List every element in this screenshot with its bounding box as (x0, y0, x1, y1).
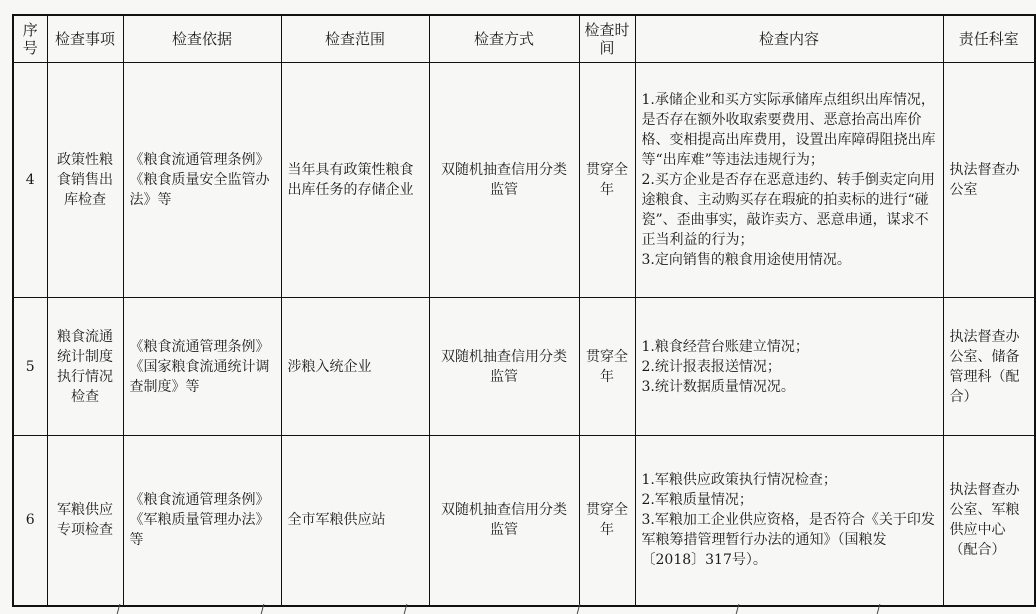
header-dept: 责任科室 (943, 15, 1035, 63)
row-content (635, 298, 943, 436)
row-seq: 4 (13, 63, 47, 298)
header-scope: 检查范围 (281, 15, 429, 63)
content-line: 1.承储企业和买方实际承储库点组织出库情况，是否存在额外收取索要费用、恶意抬高出库价格、变相提高出库费用，设置出库障碍阻挠出库等“出库难”等违法违规行为； (641, 92, 936, 168)
row-basis: 《粮食流通管理条例》《国家粮食流通统计调查制度》等 (123, 298, 281, 436)
header-seq: 序号 (13, 15, 47, 63)
content-line: 3.统计数据质量情况况。 (641, 378, 795, 395)
header-item: 检查事项 (47, 15, 123, 63)
row-dept: 执法督查办公室、储备管理科（配合） (943, 298, 1035, 436)
inspection-table-sheet (12, 14, 1020, 607)
row-time: 贯穿全年 (579, 63, 635, 298)
table-header-row (13, 15, 1035, 63)
row-scope: 全市军粮供应站 (281, 436, 429, 606)
row-method: 双随机抽查信用分类监管 (429, 436, 579, 606)
header-content: 检查内容 (635, 15, 943, 63)
content-line: 3.军粮加工企业供应资格，是否符合《关于印发军粮筹措管理暂行办法的通知》（国粮发〔2018〕317号）。 (641, 512, 935, 569)
row-method: 双随机抽查信用分类监管 (429, 298, 579, 436)
page-edge-ticks (0, 604, 1000, 614)
header-method: 检查方式 (429, 15, 579, 63)
content-line: 3.定向销售的粮食用途使用情况。 (641, 252, 851, 268)
row-dept: 执法督查办公室 (943, 63, 1035, 298)
edge-tick-mark (404, 604, 414, 614)
table-row (13, 436, 1035, 606)
row-method: 双随机抽查信用分类监管 (429, 63, 579, 298)
row-scope: 涉粮入统企业 (281, 298, 429, 436)
content-line: 1.军粮供应政策执行情况检查； (641, 472, 837, 489)
row-basis: 《粮食流通管理条例》《军粮质量管理办法》等 (123, 436, 281, 606)
table-row (13, 298, 1035, 436)
content-line: 2.军粮质量情况； (641, 492, 753, 509)
table-row (13, 63, 1035, 298)
header-basis: 检查依据 (123, 15, 281, 63)
row-content (635, 436, 943, 606)
row-time: 贯穿全年 (579, 436, 635, 606)
content-line: 2.买方企业是否存在恶意违约、转手倒卖定向用途粮食、主动购买存在瑕疵的拍卖标的进行“碰瓷”、歪曲事实，敲诈卖方、恶意串通，谋求不正当利益的行为； (641, 172, 935, 248)
header-time: 检查时间 (579, 15, 635, 63)
content-line: 2.统计报表报送情况； (641, 358, 781, 375)
row-basis: 《粮食流通管理条例》《粮食质量安全监管办法》等 (123, 63, 281, 298)
row-dept: 执法督查办公室、军粮供应中心（配合） (943, 436, 1035, 606)
row-item: 军粮供应专项检查 (47, 436, 123, 606)
edge-tick-mark (261, 604, 271, 614)
edge-tick-mark (736, 604, 746, 614)
row-seq: 6 (13, 436, 47, 606)
row-scope: 当年具有政策性粮食出库任务的存储企业 (281, 63, 429, 298)
edge-tick-mark (577, 604, 587, 614)
edge-tick-mark (117, 604, 127, 614)
row-content (635, 63, 943, 298)
row-item: 粮食流通统计制度执行情况检查 (47, 298, 123, 436)
content-line: 1.粮食经营台账建立情况； (641, 338, 809, 355)
row-time: 贯穿全年 (579, 298, 635, 436)
edge-tick-mark (877, 604, 887, 614)
row-item: 政策性粮食销售出库检查 (47, 63, 123, 298)
row-seq: 5 (13, 298, 47, 436)
inspection-table (12, 14, 1036, 607)
